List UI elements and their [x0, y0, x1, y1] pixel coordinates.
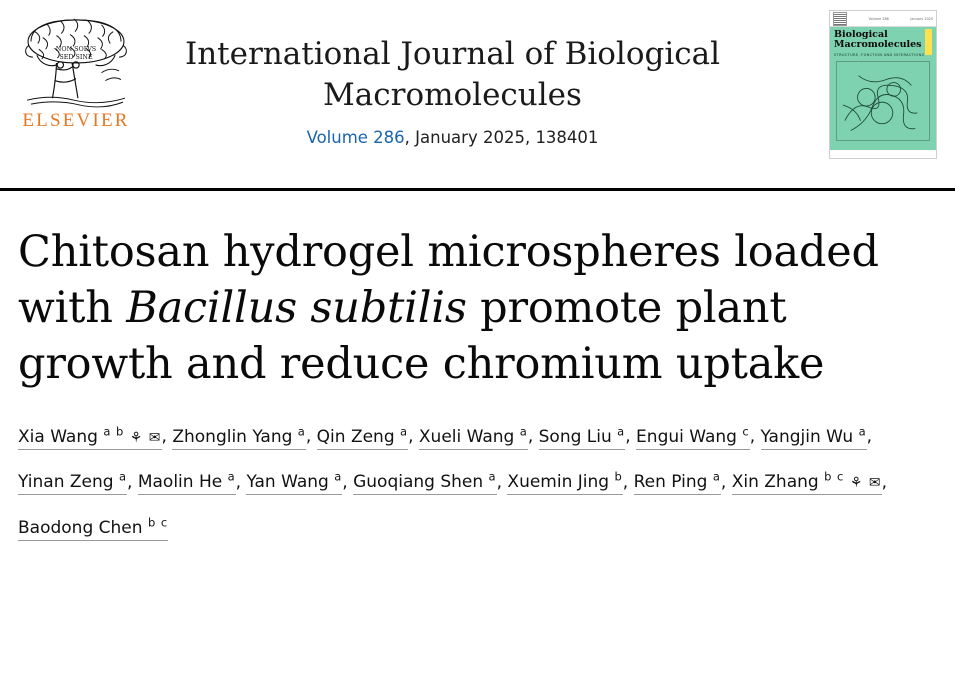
author-name[interactable] [172, 424, 306, 450]
author-name[interactable] [137, 469, 236, 495]
mail-icon[interactable]: ✉ [143, 429, 162, 446]
title-part-1: Chitosan hydrogel microspheres loaded with [18, 227, 879, 333]
author-label: Xin Zhang [731, 472, 825, 493]
author-name[interactable] [316, 424, 409, 450]
author-affiliation-marker[interactable]: a [488, 469, 497, 484]
author-name[interactable] [731, 469, 882, 495]
author-label: Engui Wang [636, 426, 743, 447]
mail-icon[interactable]: ✉ [863, 475, 882, 492]
author-label: Xuemin Jing [507, 472, 615, 493]
author-separator: , [625, 426, 637, 447]
author-affiliation-marker[interactable]: b c [147, 515, 169, 530]
journal-header [0, 0, 955, 188]
author-separator: , [881, 472, 887, 493]
author-separator: , [527, 426, 539, 447]
author-affiliation-marker[interactable]: a [227, 469, 236, 484]
author-name[interactable] [636, 424, 750, 450]
author-name[interactable] [18, 469, 128, 495]
author-name[interactable] [353, 469, 497, 495]
author-name[interactable] [418, 424, 528, 450]
cover-footer [830, 150, 936, 158]
author-separator: , [866, 426, 873, 447]
author-label: Yinan Zeng [18, 472, 119, 493]
author-affiliation-marker[interactable]: a [858, 424, 867, 438]
author-separator: , [720, 472, 732, 493]
title-italic-species: Bacillus subtilis [126, 283, 467, 333]
journal-title-block [150, 34, 755, 147]
author-separator: , [749, 426, 761, 447]
cover-subtitle: STRUCTURE, FUNCTION AND INTERACTIONS [834, 53, 925, 57]
author-list [0, 392, 955, 548]
cover-topbar [830, 11, 936, 27]
author-name[interactable] [507, 469, 623, 495]
svg-text:NON SOLVS: NON SOLVS [55, 46, 97, 54]
issue-info: , January 2025, 138401 [404, 128, 599, 147]
cover-artwork-icon [836, 61, 930, 141]
journal-cover-image[interactable] [829, 10, 937, 159]
author-separator: , [235, 472, 247, 493]
cover-title-line-1: Biological [834, 29, 888, 40]
author-label: Yan Wang [246, 472, 335, 493]
author-separator: , [408, 426, 419, 447]
author-affiliation-marker[interactable]: a [297, 424, 306, 438]
author-label: Maolin He [137, 472, 228, 493]
elsevier-wordmark: ELSEVIER [22, 110, 130, 131]
elsevier-logo[interactable] [12, 16, 140, 132]
volume-link[interactable]: Volume 286 [306, 128, 405, 147]
author-label: Xueli Wang [418, 426, 520, 447]
author-affiliation-marker[interactable]: b c [824, 469, 845, 484]
journal-title-line-2[interactable]: Macromolecules [323, 77, 582, 113]
author-separator: , [127, 472, 138, 493]
author-label: Guoqiang Shen [353, 472, 489, 493]
cover-accent-bar [925, 29, 932, 55]
author-separator: , [622, 472, 634, 493]
author-label: Baodong Chen [18, 517, 148, 538]
author-label: Song Liu [538, 426, 618, 447]
cover-publisher-icon [833, 12, 847, 26]
author-name[interactable] [538, 424, 626, 450]
person-icon[interactable]: ⚘ [844, 475, 864, 492]
page-title [0, 188, 955, 392]
author-separator: , [496, 472, 508, 493]
author-name[interactable] [246, 469, 343, 495]
author-label: Xia Wang [18, 426, 104, 447]
author-separator: , [305, 426, 317, 447]
author-label: Qin Zeng [316, 426, 401, 447]
header-divider [0, 188, 955, 191]
author-affiliation-marker[interactable]: a [400, 424, 409, 438]
author-affiliation-marker[interactable]: a b [103, 424, 125, 438]
author-label: Yangjin Wu [760, 426, 859, 447]
author-name[interactable] [18, 515, 169, 541]
person-icon[interactable]: ⚘ [124, 429, 144, 446]
cover-volume-label: Volume 286 [868, 16, 889, 21]
author-name[interactable] [18, 424, 162, 450]
author-affiliation-marker[interactable]: b [614, 469, 623, 484]
svg-text:SED SINE: SED SINE [59, 54, 93, 62]
cover-title [834, 30, 922, 50]
author-label: Zhonglin Yang [172, 426, 298, 447]
cover-title-line-2: Macromolecules [834, 39, 922, 50]
journal-title-line-1[interactable]: International Journal of Biological [184, 36, 721, 72]
journal-issue-meta [150, 128, 755, 147]
author-label: Ren Ping [633, 472, 713, 493]
author-separator: , [161, 426, 173, 447]
cover-date-label: January 2025 [910, 16, 933, 21]
author-name[interactable] [760, 424, 867, 450]
author-affiliation-marker[interactable]: a [712, 469, 721, 484]
title-part-2: promote plant growth and reduce chromium uptake [18, 283, 825, 389]
author-separator: , [342, 472, 354, 493]
author-affiliation-marker[interactable]: c [742, 424, 750, 438]
elsevier-tree-icon [17, 16, 135, 108]
author-affiliation-marker[interactable]: a [334, 469, 343, 484]
author-affiliation-marker[interactable]: a [617, 424, 626, 438]
author-affiliation-marker[interactable]: a [118, 469, 128, 484]
author-name[interactable] [633, 469, 721, 495]
author-affiliation-marker[interactable]: a [519, 424, 528, 438]
